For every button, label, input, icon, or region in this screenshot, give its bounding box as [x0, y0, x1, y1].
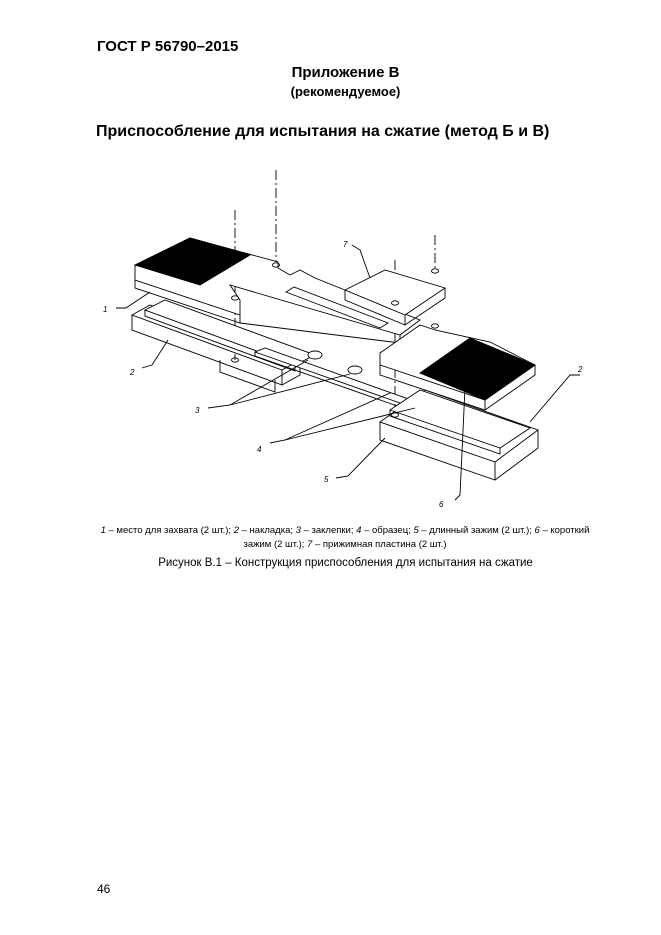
callout-1: 1: [103, 305, 108, 314]
document-code: ГОСТ Р 56790–2015: [97, 38, 239, 55]
legend-text-5: – длинный зажим (2 шт.);: [418, 525, 535, 536]
callout-7: 7: [343, 240, 348, 249]
legend-num-3: 3: [295, 525, 301, 536]
legend-num-1: 1: [100, 525, 106, 536]
callout-5: 5: [324, 475, 329, 484]
appendix-title: Приложение В: [291, 64, 400, 81]
legend-text-2: – накладка;: [239, 525, 296, 536]
page-number: 46: [97, 882, 111, 896]
callout-6: 6: [439, 500, 444, 509]
callout-4: 4: [257, 445, 262, 454]
section-title: Приспособление для испытания на сжатие (метод Б и В): [96, 123, 550, 140]
legend-text-1: – место для захвата (2 шт.);: [105, 525, 234, 536]
legend-num-5: 5: [413, 525, 419, 536]
legend-num-2: 2: [233, 525, 239, 536]
legend-text-3: – заклепки;: [300, 525, 357, 536]
legend-num-4: 4: [356, 525, 362, 536]
legend-text-7: – прижимная пластина (2 шт.): [312, 539, 447, 550]
appendix-subtitle: (рекомендуемое): [290, 84, 401, 99]
figure-legend: [100, 524, 590, 552]
callout-2: 2: [130, 368, 135, 377]
legend-text-6: – короткий зажим (2 шт.);: [243, 525, 590, 550]
legend-num-7: 7: [307, 539, 313, 550]
compression-fixture-drawing: [90, 160, 610, 520]
figure-caption: Рисунок В.1 – Конструкция приспособления для испытания на сжатие: [158, 557, 533, 569]
callout-3: 3: [195, 406, 200, 415]
legend-text-4: – образец;: [361, 525, 414, 536]
callout-2-right: 2: [578, 365, 583, 374]
legend-num-6: 6: [534, 525, 540, 536]
